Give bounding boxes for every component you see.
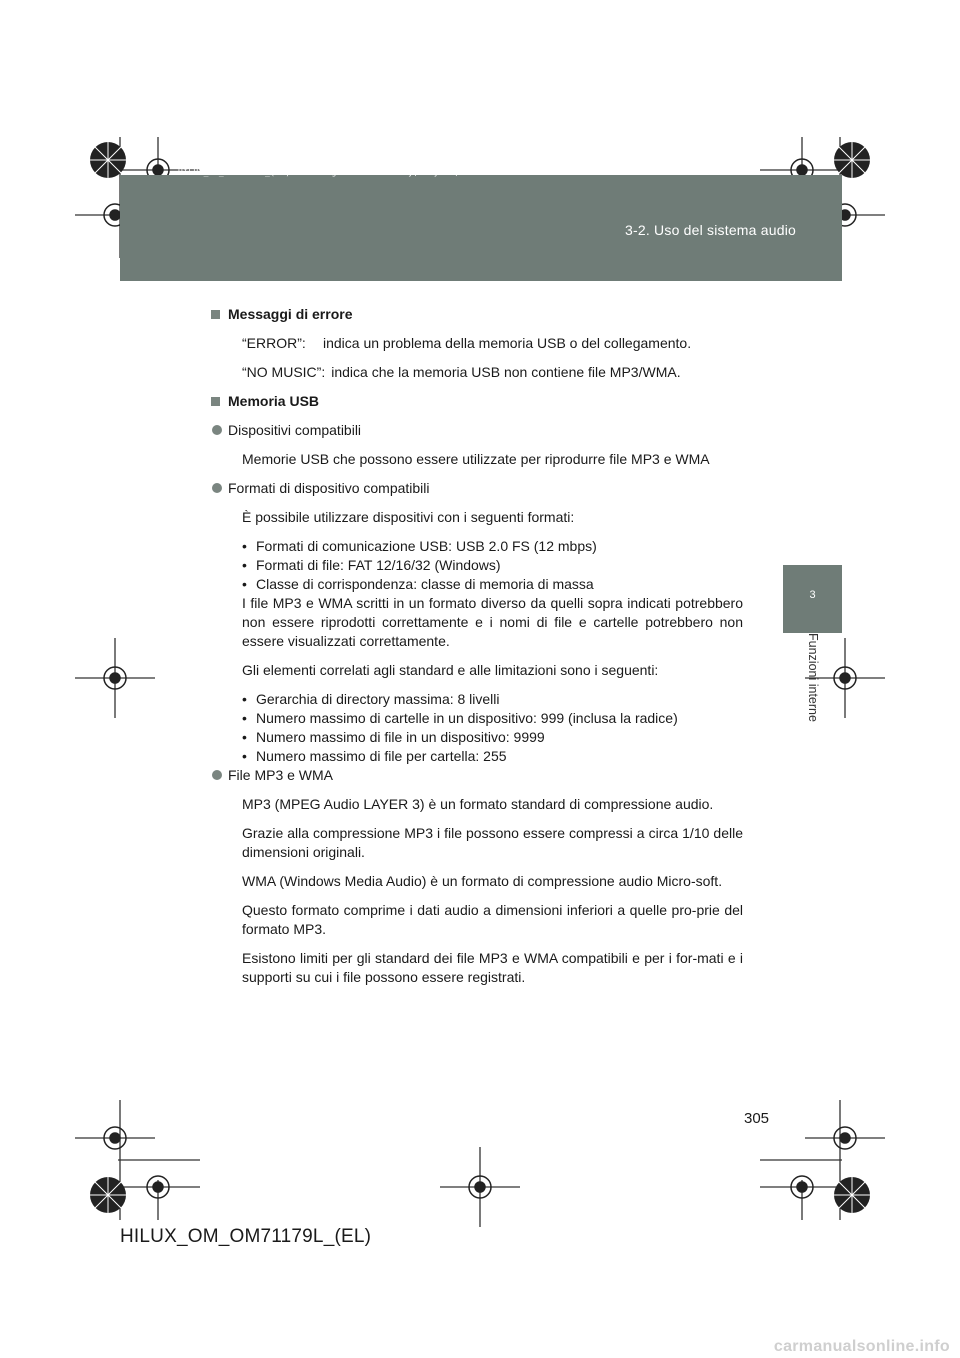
list-item: • Formati di file: FAT 12/16/32 (Windows) — [242, 556, 743, 575]
document-code: HILUX_OM_OM71179L_(EL) — [120, 1226, 372, 1247]
page-content — [213, 305, 743, 997]
list-item: • Numero massimo di file in un dispositivo: 9999 — [242, 728, 743, 747]
section-title: 3-2. Uso del sistema audio — [625, 222, 796, 238]
compatible-devices-title: Dispositivi compatibili — [213, 421, 743, 440]
square-bullet-icon — [211, 397, 220, 406]
limits-intro: Gli elementi correlati agli standard e alle limitazioni sono i seguenti: — [242, 662, 659, 678]
section-header-band — [120, 175, 842, 281]
usb-heading: Memoria USB — [213, 392, 743, 411]
book-stamp: HILUX_OM_OM71179L_(EL).book Page 305 Wednesday, May 16, 2012 11:37 AM — [178, 168, 532, 177]
mp3wma-paragraph: Esistono limiti per gli standard dei file MP3 e WMA compatibili e per i for-mati e i supporti su cui i file possono essere registrati. — [242, 950, 743, 985]
mp3wma-paragraph: MP3 (MPEG Audio LAYER 3) è un formato standard di compressione audio. — [242, 796, 714, 812]
formats-note: I file MP3 e WMA scritti in un formato diverso da quelli sopra indicati potrebbero non essere riprodotti correttamente e i nomi di file e cartelle potrebbero non essere visualizzati correttamente. — [242, 595, 743, 649]
circle-bullet-icon — [212, 425, 222, 435]
chapter-tab — [783, 565, 842, 633]
list-item: • Numero massimo di cartelle in un dispositivo: 999 (inclusa la radice) — [242, 709, 743, 728]
list-item: • Formati di comunicazione USB: USB 2.0 FS (12 mbps) — [242, 537, 743, 556]
limits-list — [242, 690, 743, 766]
error-heading: Messaggi di errore — [213, 305, 743, 324]
mp3wma-paragraph: WMA (Windows Media Audio) è un formato di compressione audio Micro-soft. — [242, 873, 723, 889]
error-value: indica che la memoria USB non contiene file MP3/WMA. — [331, 364, 681, 380]
error-value: indica un problema della memoria USB o del collegamento. — [323, 335, 692, 351]
error-row-no-music — [242, 363, 743, 382]
formats-title: Formati di dispositivo compatibili — [213, 479, 743, 498]
error-key: “ERROR”: — [242, 335, 306, 351]
mp3wma-paragraph: Grazie alla compressione MP3 i file possono essere compressi a circa 1/10 delle dimensioni originali. — [242, 825, 743, 860]
mp3wma-paragraph: Questo formato comprime i dati audio a dimensioni inferiori a quelle pro-prie del formato MP3. — [242, 902, 743, 937]
circle-bullet-icon — [212, 770, 222, 780]
formats-list — [242, 537, 743, 594]
error-key: “NO MUSIC”: — [242, 364, 326, 380]
circle-bullet-icon — [212, 483, 222, 493]
chapter-number: 3 — [809, 589, 816, 601]
compatible-devices-text: Memorie USB che possono essere utilizzate per riprodurre file MP3 e WMA — [242, 451, 710, 467]
list-item: • Classe di corrispondenza: classe di memoria di massa — [242, 575, 743, 594]
chapter-label: Funzioni interne — [806, 633, 820, 722]
watermark: carmanualsonline.info — [773, 1338, 950, 1355]
mp3wma-title: File MP3 e WMA — [213, 766, 743, 785]
formats-intro: È possibile utilizzare dispositivi con i seguenti formati: — [242, 509, 575, 525]
page-number: 305 — [744, 1110, 770, 1127]
square-bullet-icon — [211, 310, 220, 319]
chapter-label-container — [783, 633, 842, 763]
error-row-error — [242, 334, 743, 353]
list-item: • Gerarchia di directory massima: 8 livelli — [242, 690, 743, 709]
list-item: • Numero massimo di file per cartella: 255 — [242, 747, 743, 766]
